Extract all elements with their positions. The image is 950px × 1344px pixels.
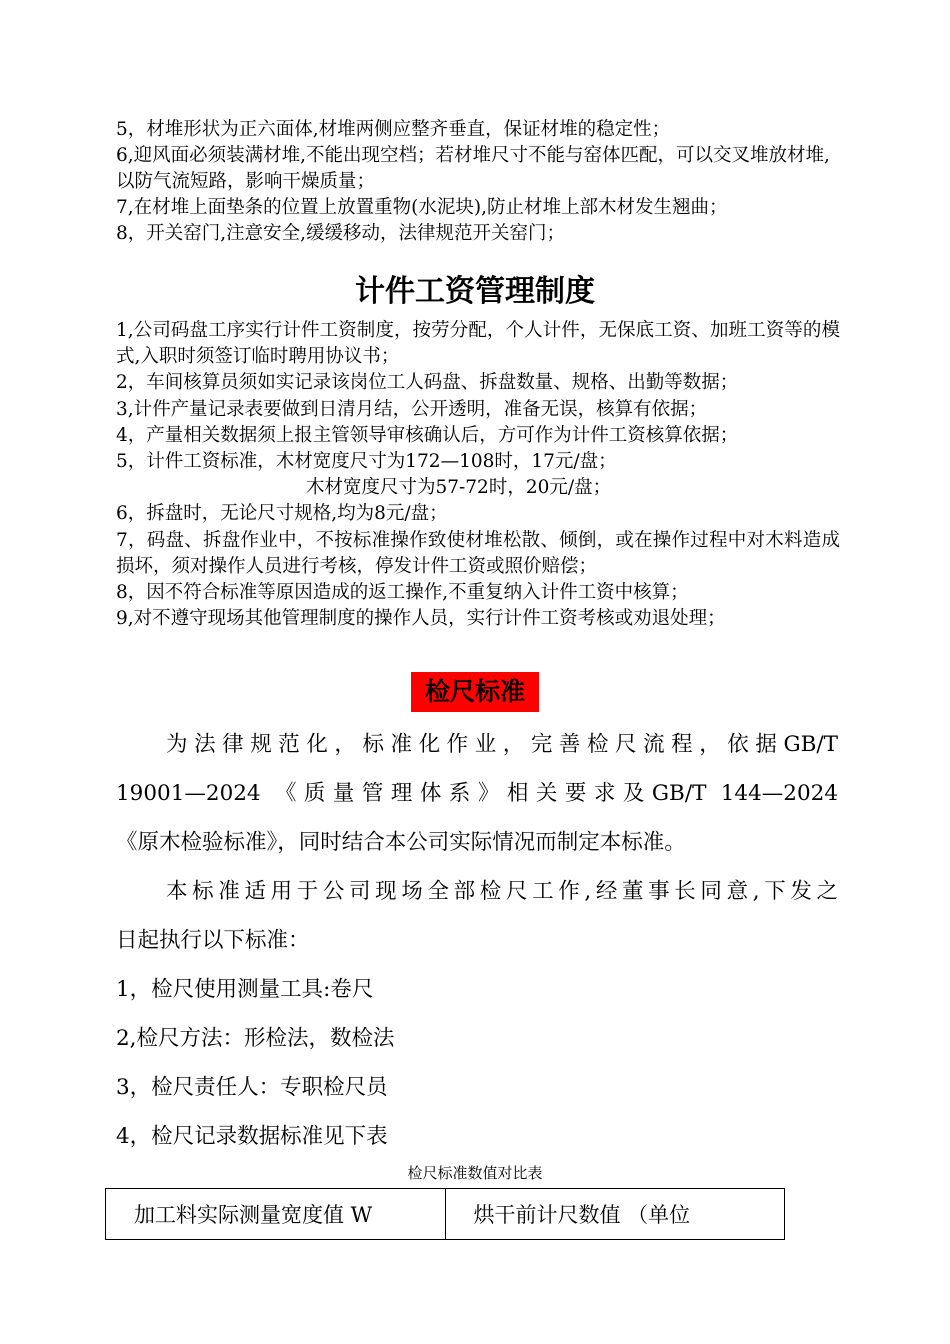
intro-line: 19001—2024 《质量管理体系》相关要求及GB/T 144—2024 xyxy=(116,781,838,806)
intro-line: 为法律规范化，标准化作业，完善检尺流程，依据GB/T xyxy=(166,732,838,757)
wage-rule-item: 2，车间核算员须如实记录该岗位工人码盘、拆盘数量、规格、出勤等数据； xyxy=(116,372,739,394)
piecework-wage-rules xyxy=(116,318,840,632)
rule-item: 8，开关窑门,注意安全,缓缓移动，法律规范开关窑门； xyxy=(116,223,566,244)
wage-rule-item: 3,计件产量记录表要做到日清月结，公开透明，准备无误，核算有依据； xyxy=(116,398,708,420)
wage-rule-item-continuation: 木材宽度尺寸为57-72时，20元/盘； xyxy=(306,477,612,499)
inspection-standard-title: 检尺标准 xyxy=(411,672,539,712)
inspection-standard-body xyxy=(116,720,838,1161)
table-header-cell: 加工料实际测量宽度值 W xyxy=(106,1189,446,1240)
kiln-operation-rules xyxy=(116,117,836,247)
standard-item: 4，检尺记录数据标准见下表 xyxy=(116,1124,388,1149)
rule-item: 7,在材堆上面垫条的位置上放置重物(水泥块),防止材堆上部木材发生翘曲； xyxy=(116,197,728,218)
wage-rule-item: 5，计件工资标准，木材宽度尺寸为172—108时，17元/盘； xyxy=(116,451,617,473)
wage-rule-item: 9,对不遵守现场其他管理制度的操作人员，实行计件工资考核或劝退处理； xyxy=(116,608,726,630)
table-header-cell: 烘干前计尺数值 （单位 xyxy=(445,1189,785,1240)
intro-line: 《原木检验标准》，同时结合本公司实际情况而制定本标准。 xyxy=(116,830,686,855)
table-caption: 检尺标准数值对比表 xyxy=(407,1164,543,1182)
standard-item: 1，检尺使用测量工具:卷尺 xyxy=(116,977,374,1002)
rule-item: 6,迎风面必须装满材堆,不能出现空档；若材堆尺寸不能与窑体匹配，可以交叉堆放材堆,以防气流短路，影响干燥质量； xyxy=(116,145,830,192)
scope-line: 日起执行以下标准： xyxy=(116,928,310,953)
piecework-wage-title: 计件工资管理制度 xyxy=(355,274,595,309)
scope-line: 本标准适用于公司现场全部检尺工作,经董事长同意,下发之 xyxy=(166,879,838,904)
wage-rule-item: 1,公司码盘工序实行计件工资制度，按劳分配，个人计件，无保底工资、加班工资等的模式,入职时须签订临时聘用协议书； xyxy=(116,320,840,368)
wage-rule-item: 4，产量相关数据须上报主管领导审核确认后，方可作为计件工资核算依据； xyxy=(116,424,739,446)
wage-rule-item: 6，拆盘时，无论尺寸规格,均为8元/盘； xyxy=(116,503,448,525)
rule-item: 5，材堆形状为正六面体,材堆两侧应整齐垂直，保证材堆的稳定性； xyxy=(116,119,671,140)
standard-item: 2,检尺方法：形检法，数检法 xyxy=(116,1026,395,1051)
comparison-table xyxy=(105,1188,785,1240)
table-header-row xyxy=(106,1189,785,1240)
wage-rule-item: 8，因不符合标准等原因造成的返工操作,不重复纳入计件工资中核算； xyxy=(116,582,689,604)
wage-rule-item: 7，码盘、拆盘作业中，不按标准操作致使材堆松散、倾倒，或在操作过程中对木料造成损坏，须对操作人员进行考核，停发计件工资或照价赔偿； xyxy=(116,529,840,577)
standard-item: 3，检尺责任人：专职检尺员 xyxy=(116,1075,388,1100)
